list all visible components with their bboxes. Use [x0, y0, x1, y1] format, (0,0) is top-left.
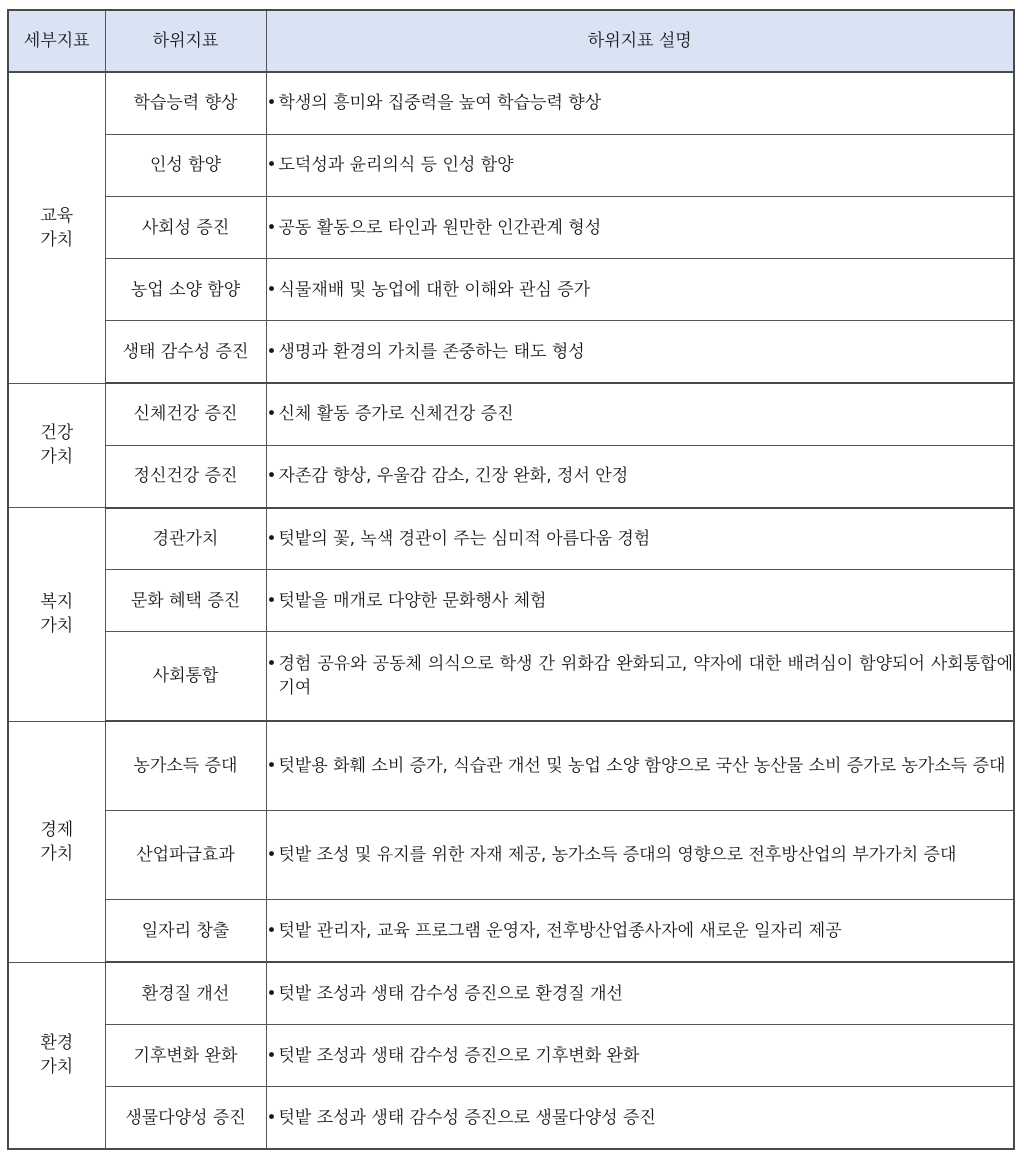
description-cell: [266, 721, 1014, 810]
description-text: 텃밭 관리자, 교육 프로그램 운영자, 전후방산업종사자에 새로운 일자리 제공: [278, 920, 842, 941]
table-row: [8, 72, 1014, 134]
category-cell: [8, 508, 105, 722]
bullet-marker: •: [266, 920, 277, 941]
bullet-marker: •: [266, 1045, 277, 1066]
description-cell: [266, 900, 1014, 962]
description-text: 텃밭을 매개로 다양한 문화행사 체험: [278, 590, 547, 611]
table-row: [8, 134, 1014, 196]
table-row: [8, 721, 1014, 810]
table-header: [8, 10, 1014, 72]
description-cell: [266, 962, 1014, 1024]
description-text: 생명과 환경의 가치를 존중하는 태도 형성: [278, 341, 585, 362]
bullet-marker: •: [266, 404, 277, 425]
table-row: [8, 383, 1014, 445]
bullet-marker: •: [266, 279, 277, 300]
table-row: [8, 570, 1014, 632]
sub-indicator-cell: 생태 감수성 증진: [105, 321, 266, 383]
description-cell: [266, 508, 1014, 570]
description-cell: [266, 445, 1014, 507]
bullet-marker: •: [266, 756, 277, 777]
sub-indicator-cell: 인성 함양: [105, 134, 266, 196]
table-row: [8, 259, 1014, 321]
sub-indicator-cell: 사회성 증진: [105, 196, 266, 258]
description-text: 공동 활동으로 타인과 원만한 인간관계 형성: [278, 217, 602, 238]
table-row: [8, 811, 1014, 900]
description-cell: [266, 570, 1014, 632]
table-row: [8, 962, 1014, 1024]
header-category: 세부지표: [8, 10, 105, 72]
table-row: [8, 900, 1014, 962]
table-row: [8, 1087, 1014, 1149]
description-text: 텃밭 조성과 생태 감수성 증진으로 생물다양성 증진: [278, 1107, 656, 1128]
description-text: 텃밭의 꽃, 녹색 경관이 주는 심미적 아름다움 경험: [278, 528, 651, 549]
bullet-marker: •: [266, 1107, 277, 1128]
bullet-marker: •: [266, 93, 277, 114]
category-cell: [8, 962, 105, 1149]
description-cell: [266, 72, 1014, 134]
sub-indicator-cell: 학습능력 향상: [105, 72, 266, 134]
bullet-marker: •: [266, 590, 277, 611]
indicator-table: [7, 9, 1015, 1150]
table-row: [8, 508, 1014, 570]
bullet-marker: •: [266, 983, 277, 1004]
table-row: [8, 1024, 1014, 1086]
sub-indicator-cell: 산업파급효과: [105, 811, 266, 900]
description-cell: [266, 632, 1014, 721]
description-cell: [266, 383, 1014, 445]
bullet-marker: •: [266, 528, 277, 549]
description-text: 학생의 흥미와 집중력을 높여 학습능력 향상: [278, 93, 602, 114]
description-cell: [266, 196, 1014, 258]
header-sub-indicator: 하위지표: [105, 10, 266, 72]
sub-indicator-cell: 일자리 창출: [105, 900, 266, 962]
sub-indicator-cell: 농가소득 증대: [105, 721, 266, 810]
table-row: [8, 632, 1014, 721]
description-cell: [266, 1024, 1014, 1086]
bullet-marker: •: [266, 341, 277, 362]
category-cell: [8, 72, 105, 383]
sub-indicator-cell: 신체건강 증진: [105, 383, 266, 445]
category-label: 복지 가치: [40, 592, 74, 637]
description-text: 텃밭 조성과 생태 감수성 증진으로 기후변화 완화: [278, 1045, 640, 1066]
bullet-marker: •: [266, 845, 277, 866]
sub-indicator-cell: 문화 혜택 증진: [105, 570, 266, 632]
description-cell: [266, 134, 1014, 196]
description-text: 텃밭 조성과 생태 감수성 증진으로 환경질 개선: [278, 983, 623, 1004]
category-label: 교육 가치: [40, 205, 74, 250]
bullet-marker: •: [266, 217, 277, 238]
category-cell: [8, 383, 105, 507]
category-label: 건강 가치: [40, 423, 74, 468]
category-label: 경제 가치: [40, 819, 74, 864]
sub-indicator-cell: 정신건강 증진: [105, 445, 266, 507]
description-text: 자존감 향상, 우울감 감소, 긴장 완화, 정서 안정: [278, 466, 629, 487]
category-cell: [8, 721, 105, 962]
description-text: 도덕성과 윤리의식 등 인성 함양: [278, 155, 514, 176]
description-cell: [266, 321, 1014, 383]
sub-indicator-cell: 생물다양성 증진: [105, 1087, 266, 1149]
sub-indicator-cell: 환경질 개선: [105, 962, 266, 1024]
description-text: 경험 공유와 공동체 의식으로 학생 간 위화감 완화되고, 약자에 대한 배려심이 함양되어 사회통합에 기여: [278, 654, 1013, 699]
bullet-marker: •: [266, 466, 277, 487]
header-row: [8, 10, 1014, 72]
description-text: 신체 활동 증가로 신체건강 증진: [278, 404, 514, 425]
sub-indicator-cell: 기후변화 완화: [105, 1024, 266, 1086]
sub-indicator-cell: 사회통합: [105, 632, 266, 721]
table-row: [8, 196, 1014, 258]
category-label: 환경 가치: [40, 1033, 74, 1078]
description-text: 텃밭 조성 및 유지를 위한 자재 제공, 농가소득 증대의 영향으로 전후방산업의 부가가치 증대: [278, 845, 957, 866]
header-description: 하위지표 설명: [266, 10, 1014, 72]
description-text: 텃밭용 화훼 소비 증가, 식습관 개선 및 농업 소양 함양으로 국산 농산물 소비 증가로 농가소득 증대: [278, 756, 1006, 777]
description-cell: [266, 259, 1014, 321]
bullet-marker: •: [266, 654, 277, 675]
description-text: 식물재배 및 농업에 대한 이해와 관심 증가: [278, 279, 591, 300]
table-row: [8, 321, 1014, 383]
description-cell: [266, 811, 1014, 900]
description-cell: [266, 1087, 1014, 1149]
table-row: [8, 445, 1014, 507]
sub-indicator-cell: 농업 소양 함양: [105, 259, 266, 321]
sub-indicator-cell: 경관가치: [105, 508, 266, 570]
bullet-marker: •: [266, 155, 277, 176]
table-body: [8, 72, 1014, 1149]
